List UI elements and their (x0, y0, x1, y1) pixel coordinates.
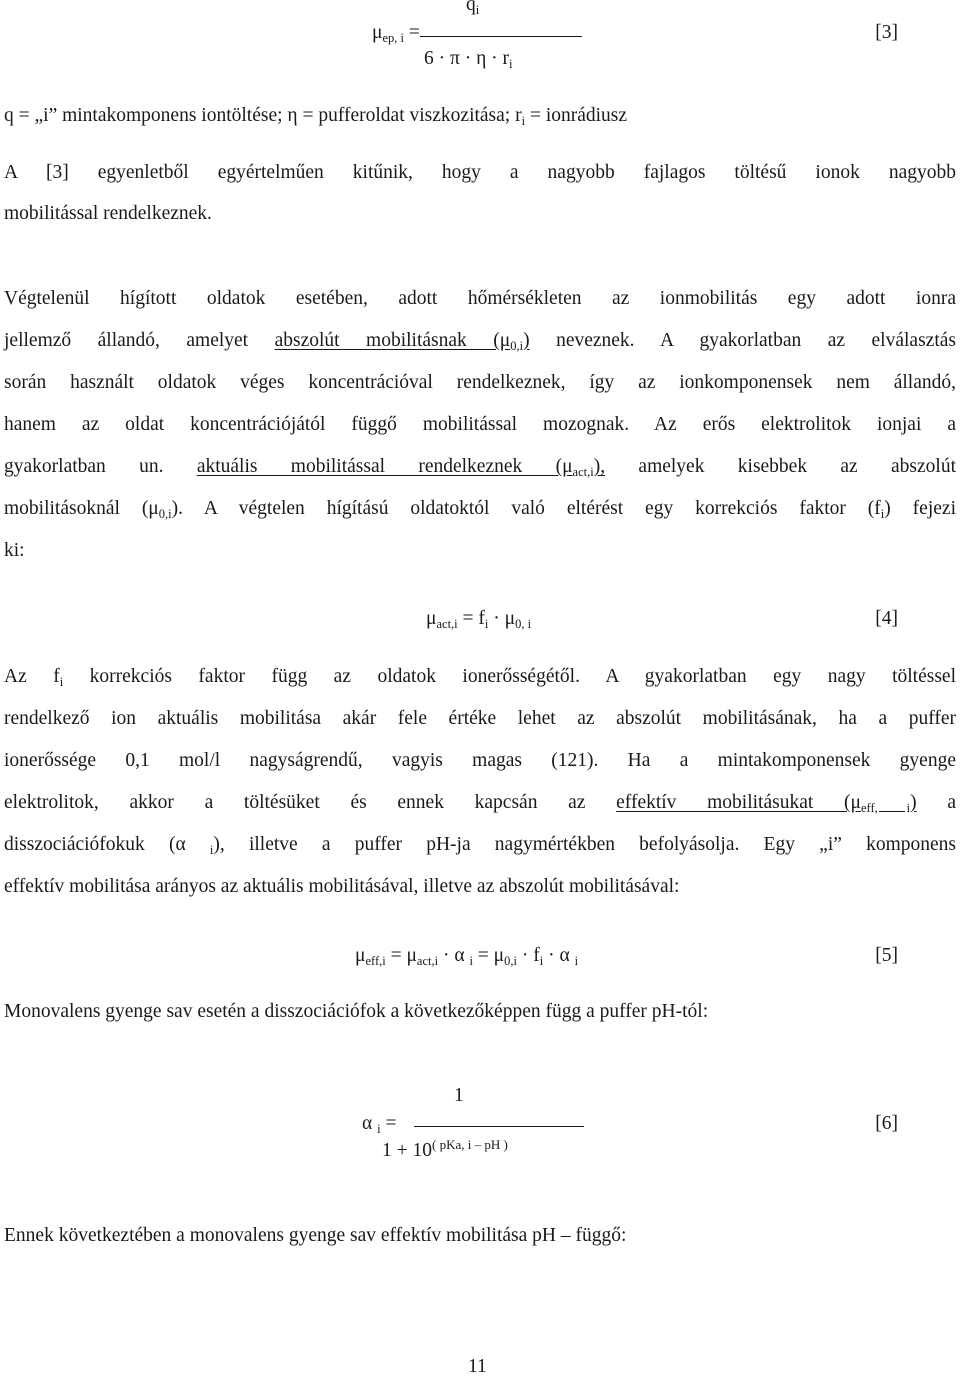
paragraph-4-line-1: Az $f_i$ korrekciós faktor függ az oldatok ionerősségétől. A gyakorlatban egy nagy töltéssel (4, 666, 956, 689)
eq6-numerator: 1 (454, 1085, 464, 1106)
term-absolute-mobility: abszolút mobilitásnak $(\mu_{0,i})$ (274, 330, 530, 353)
paragraph-3-line-3: során használt oldatok véges koncentrációval rendelkeznek, így az ionkomponensek nem állandó, (4, 372, 956, 393)
paragraph-6-line-1: Ennek következtében a monovalens gyenge sav effektív mobilitása pH – függő: (4, 1225, 627, 1246)
paragraph-3-line-2: jellemző állandó, amelyet abszolút mobilitásnak $(\mu_{0,i})$ neveznek. A gyakorlatban az elválasztás (4, 330, 956, 353)
paragraph-4-line-6: effektív mobilitása arányos az aktuális mobilitásával, illetve az abszolút mobilitásával: (4, 876, 680, 897)
eq3-number: [3] (875, 22, 898, 43)
paragraph-4-line-5: disszociációfokuk (α $_i$), illetve a puffer pH-ja nagymértékben befolyásolja. Egy „i” komponens (4, 834, 956, 857)
eq4-expression: $\mu_{act,i} = f_i \cdot \mu_{0, i}$ (426, 608, 532, 631)
eq6-denominator: $1 + 10^{( pKa, i - pH )}$ (382, 1137, 508, 1161)
eq3-lhs: $\mu_{ep, i}$ = (372, 22, 420, 45)
paragraph-4-line-4: elektrolitok, akkor a töltésüket és ennek kapcsán az effektív mobilitásukat $(\mu_{eff, i})$ a (4, 792, 957, 815)
paragraph-4-line-3: ionerőssége 0,1 mol/l nagyságrendű, vagyis magas (121). Ha a mintakomponensek gyenge (4, 750, 956, 771)
term-actual-mobility: aktuális mobilitással rendelkeznek $(\mu_{act,i})$, (196, 456, 606, 479)
eq3-numerator: $q_i$ (466, 0, 480, 17)
eq5-number: [5] (875, 945, 898, 966)
eq4-number: [4] (875, 608, 898, 629)
eq6-number: [6] (875, 1113, 898, 1134)
eq3-fraction-bar (420, 36, 582, 37)
eq6-fraction-bar (414, 1126, 584, 1127)
paragraph-4-line-2: rendelkező ion aktuális mobilitása akár fele értéke lehet az abszolút mobilitásának, ha a puffer (4, 708, 956, 729)
eq3-denominator: $6 \cdot \pi \cdot \eta \cdot r_i$ (424, 48, 513, 71)
page-number: 11 (468, 1356, 487, 1377)
paragraph-3-line-6: mobilitásoknál $(\mu_{0,i})$. A végtelen hígítású oldatoktól való eltérést egy korrekciós faktor $(f_i)$ fejezi (4, 498, 956, 521)
eq6-lhs: α $_i$ = (362, 1113, 397, 1136)
paragraph-3-line-5: gyakorlatban un. aktuális mobilitással rendelkeznek $(\mu_{act,i})$, amelyek kisebbek az abszolút (4, 456, 957, 479)
paragraph-3-line-1: Végtelenül hígított oldatok esetében, adott hőmérsékleten az ionmobilitás egy adott ionra (4, 288, 956, 309)
paragraph-3-line-4: hanem az oldat koncentrációjától függő mobilitással mozognak. Az erős elektrolitok ionjai a (4, 414, 956, 435)
paragraph-5-line-1: Monovalens gyenge sav esetén a disszociációfok a következőképpen függ a puffer pH-tól: (4, 1001, 709, 1022)
paragraph-2-line-2: mobilitással rendelkeznek. (4, 203, 212, 224)
paragraph-3-line-7: ki: (4, 540, 25, 561)
paragraph-2-line-1: A [3] egyenletből egyértelműen kitűnik, hogy a nagyobb fajlagos töltésű ionok nagyobb (4, 162, 956, 183)
eq5-expression: $\mu_{eff,i} = \mu_{act,i} \cdot \alpha$ $_i = \mu_{0,i} \cdot f_i \cdot \alpha$ $_i$ (355, 945, 579, 968)
definitions-line: q = „i” mintakomponens iontöltése; η = pufferoldat viszkozitása; $r_i$ = ionrádiusz (4, 105, 628, 128)
term-effective-mobility: effektív mobilitásukat $(\mu_{eff, i})$ (616, 792, 917, 815)
